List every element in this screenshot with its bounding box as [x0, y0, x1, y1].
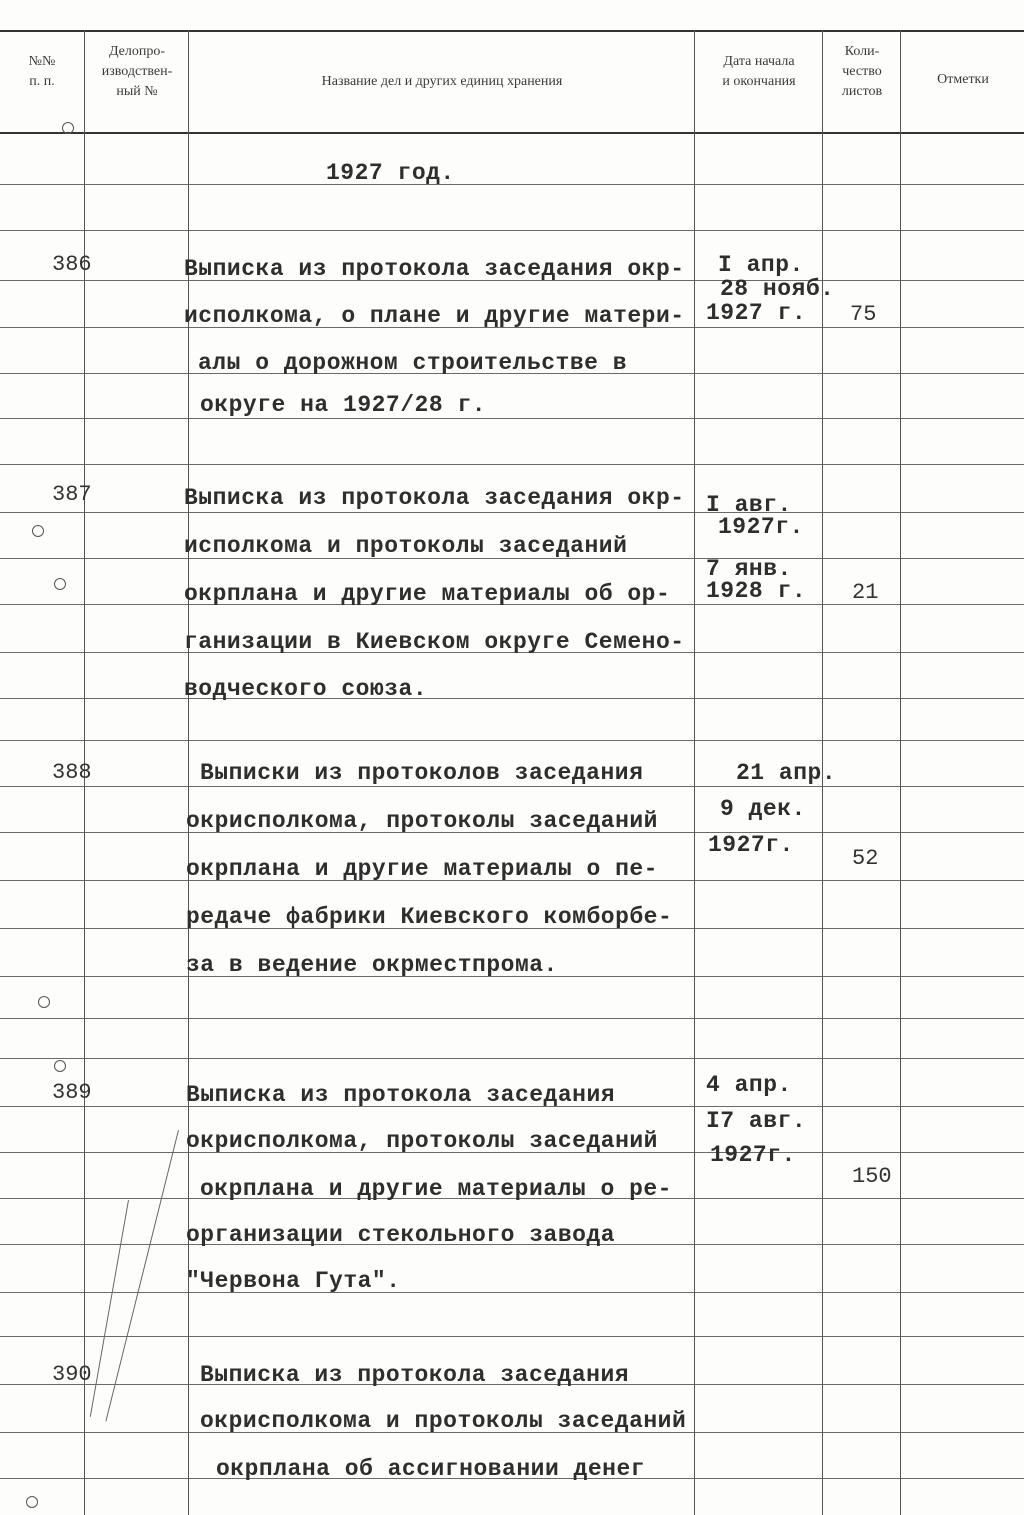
entry-title-line: водческого союза. — [184, 676, 428, 702]
entry-number: 387 — [52, 482, 92, 507]
ruled-line — [0, 230, 1024, 231]
entry-title-line: окрплана и другие материалы об ор- — [184, 581, 671, 607]
entry-date: 1928 г. — [706, 578, 807, 604]
entry-date: I7 авг. — [706, 1108, 807, 1134]
ruled-line — [0, 740, 1024, 741]
entry-title-line: окрплана и другие материалы о пе- — [186, 856, 658, 882]
entry-sheet-count: 75 — [850, 302, 877, 327]
entry-title-line: окрплана об ассигновании денег — [216, 1456, 646, 1482]
header-dates: Дата начала и окончания — [722, 54, 796, 89]
entry-number: 390 — [52, 1362, 92, 1387]
entry-number: 389 — [52, 1080, 92, 1105]
ruled-line — [0, 786, 1024, 787]
entry-title-line: окрисполкома и протоколы заседаний — [200, 1408, 687, 1434]
ruled-line — [0, 698, 1024, 699]
entry-sheet-count: 150 — [852, 1164, 892, 1189]
header-title: Название дел и других единиц хранения — [321, 74, 563, 89]
entry-title-line: окрисполкома, протоколы заседаний — [186, 1128, 658, 1154]
ruled-line — [0, 1336, 1024, 1337]
entry-title-line: Выписки из протоколов заседания — [200, 760, 644, 786]
binder-hole — [54, 578, 66, 590]
entry-date: I апр. — [718, 252, 804, 278]
entry-date: 9 дек. — [720, 796, 806, 822]
binder-hole — [32, 525, 44, 537]
ruled-line — [0, 1018, 1024, 1019]
entry-title-line: алы о дорожном строительстве в — [198, 350, 628, 376]
ruled-line — [0, 512, 1024, 513]
binder-hole — [26, 1496, 38, 1508]
header-num: №№ п. п. — [28, 54, 56, 89]
year-heading: 1927 год. — [326, 160, 455, 186]
entry-date: I авг. — [706, 492, 792, 518]
entry-date: 7 янв. — [706, 556, 792, 582]
ruled-line — [0, 184, 1024, 185]
ruled-line — [0, 1058, 1024, 1059]
header-office-number: Делопро- изводствен- ный № — [101, 44, 173, 99]
entry-title-line: "Червона Гута". — [186, 1268, 401, 1294]
entry-date: 21 апр. — [736, 760, 837, 786]
entry-title-line: окрплана и другие материалы о ре- — [200, 1176, 672, 1202]
header-notes: Отметки — [937, 72, 989, 87]
column-divider — [694, 30, 695, 1515]
entry-number: 386 — [52, 252, 92, 277]
entry-title-line: исполкома и протоколы заседаний — [184, 533, 628, 559]
entry-sheet-count: 21 — [852, 580, 879, 605]
entry-title-line: Выписка из протокола заседания окр- — [184, 485, 685, 511]
entry-title-line: Выписка из протокола заседания окр- — [184, 256, 685, 282]
ruled-line — [0, 464, 1024, 465]
entry-number: 388 — [52, 760, 92, 785]
entry-date: 4 апр. — [706, 1072, 792, 1098]
binder-hole — [38, 996, 50, 1008]
entry-title-line: редаче фабрики Киевского комборбе- — [186, 904, 673, 930]
entry-title-line: округе на 1927/28 г. — [200, 392, 487, 418]
entry-title-line: за в ведение окрместпрома. — [186, 952, 558, 978]
binder-hole — [62, 122, 74, 134]
header-rule — [0, 132, 1024, 134]
header-sheet-count: Коли- чество листов — [841, 44, 883, 99]
entry-sheet-count: 52 — [852, 846, 879, 871]
entry-date: 1927г. — [708, 832, 794, 858]
entry-title-line: ганизации в Киевском округе Семено- — [184, 629, 685, 655]
pencil-stroke — [105, 1130, 179, 1421]
entry-date: 1927г. — [710, 1142, 796, 1168]
entry-title-line: исполкома, о плане и другие матери- — [184, 303, 685, 329]
top-rule — [0, 30, 1024, 32]
entry-title-line: организации стекольного завода — [186, 1222, 616, 1248]
entry-date: 28 нояб. — [720, 276, 835, 302]
ruled-line — [0, 418, 1024, 419]
entry-date: 1927г. — [718, 514, 804, 540]
binder-hole — [54, 1060, 66, 1072]
ruled-line — [0, 1292, 1024, 1293]
entry-title-line: Выписка из протокола заседания — [186, 1082, 616, 1108]
entry-title-line: окрисполкома, протоколы заседаний — [186, 808, 658, 834]
entry-date: 1927 г. — [706, 300, 807, 326]
entry-title-line: Выписка из протокола заседания — [200, 1362, 630, 1388]
column-divider — [900, 30, 901, 1515]
